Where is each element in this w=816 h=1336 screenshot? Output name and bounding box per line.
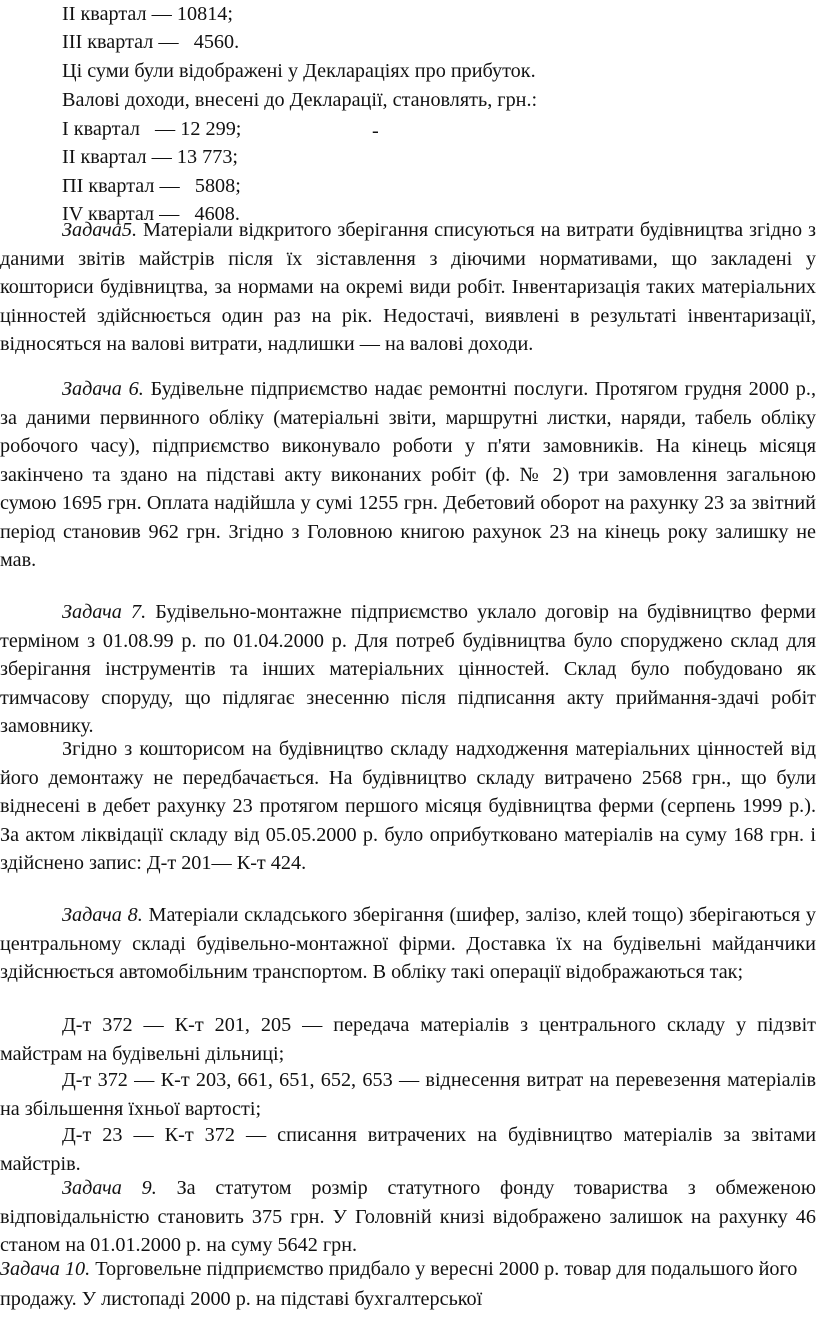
- task-heading: Задача5.: [62, 219, 137, 241]
- quarter-line: ІІ квартал — 10814;: [62, 3, 233, 25]
- paragraph-text: Будівельно-монтажне підприємство уклало договір на будівництво ферми терміном з 01.08.99 р. по 01.04.2000 р. Для потреб будівництва було споруджено склад для зберігання інструментів та інших матеріальних цінностей. Склад було побудовано як тимчасову споруду, що підлягає знесенню після підписання акту приймання-здачі робіт замовнику.: [0, 601, 816, 737]
- text-line: Валові доходи, внесені до Декларації, становлять, грн.:: [62, 89, 538, 111]
- paragraph-task-7-continued: [0, 735, 816, 878]
- paragraph-entry-2: [0, 1066, 816, 1123]
- paragraph-text: Будівельне підприємство надає ремонтні послуги. Протягом грудня 2000 р., за даними первинного обліку (матеріальні звіти, маршрутні листки, наряди, табель обліку робочого часу), підприємство виконувало роботи у п'яти замовників. На кінець місяця закінчено та здано на підставі акту виконаних робіт (ф. № 2) три замовлення загальною сумою 1695 грн. Оплата надійшла у сумі 1255 грн. Дебетовий оборот на рахунку 23 за звітний період становив 962 грн. Згідно з Головною книгою рахунок 23 на кінець року залишку не мав.: [0, 378, 816, 571]
- paragraph-text: Д-т 23 — К-т 372 — списання витрачених на будівництво матеріалів за звітами майстрів.: [0, 1124, 816, 1175]
- quarter-line: ІІІ квартал — 4560.: [62, 31, 240, 53]
- paragraph-text: Матеріали складського зберігання (шифер, залізо, клей тощо) зберігаються у центральному складі будівельно-монтажної фірми. Доставка їх на будівельні майданчики здійснюється автомобільним транспортом. В обліку такі операції відображаються так;: [0, 904, 816, 983]
- paragraph-entry-1: [0, 1011, 816, 1068]
- task-heading: Задача 7.: [62, 601, 147, 623]
- text-line: Ці суми були відображені у Деклараціях про прибуток.: [62, 60, 536, 82]
- quarter-line: IV квартал — 4608.: [62, 203, 240, 225]
- paragraph-task-7: [0, 598, 816, 741]
- paragraph-task-10: [0, 1254, 816, 1314]
- task-heading: Задача 6.: [62, 378, 144, 400]
- paragraph-text: Матеріали відкритого зберігання списуються на витрати будівництва згідно з даними звітів майстрів після їх зіставлення з діючими нормативами, що закладені у кошториси будівництва, за нормами на окремі види робіт. Інвентаризація таких матеріальних цінностей здійснюється один раз на рік. Недостачі, виявлені в результаті інвентаризації, відносяться на валові витрати, надлишки — на валові доходи.: [0, 219, 816, 355]
- task-heading: Задача 10.: [0, 1258, 91, 1280]
- quarter-line: І квартал — 12 299;: [62, 118, 242, 140]
- paragraph-task-6: [0, 375, 816, 575]
- paragraph-text: За статутом розмір статутного фонду товариства з обмеженою відповідальністю становить 375 грн. У Головній книзі відображено залишок на рахунку 46 станом на 01.01.2000 р. на суму 5642 грн.: [0, 1177, 816, 1256]
- paragraph-task-5: [0, 216, 816, 359]
- quarter-line: ПІ квартал — 5808;: [62, 175, 241, 197]
- paragraph-text: Торговельне підприємство придбало у вересні 2000 р. товар для подальшого його продажу. У листопаді 2000 р. на підставі бухгалтерської: [0, 1258, 798, 1310]
- task-heading: Задача 8.: [62, 904, 143, 926]
- quarter-line: ІІ квартал — 13 773;: [62, 146, 239, 168]
- paragraph-task-8: [0, 901, 816, 987]
- paragraph-text: Д-т 372 — К-т 203, 661, 651, 652, 653 — віднесення витрат на перевезення матеріалів на збільшення їхньої вартості;: [0, 1069, 816, 1120]
- paragraph-text: Д-т 372 — К-т 201, 205 — передача матеріалів з центрального складу у підзвіт майстрам на будівельні дільниці;: [0, 1014, 816, 1065]
- task-heading: Задача 9.: [62, 1177, 157, 1199]
- paragraph-text: Згідно з кошторисом на будівництво складу надходження матеріальних цінностей від його демонтажу не передбачається. На будівництво складу витрачено 2568 грн., що були віднесені в дебет рахунку 23 протягом першого місяця будівництва ферми (серпень 1999 р.). За актом ліквідації складу від 05.05.2000 р. було оприбутковано матеріалів на суму 168 грн. і здійснено запис: Д-т 201— К-т 424.: [0, 738, 816, 874]
- paragraph-entry-3: [0, 1121, 816, 1178]
- paragraph-task-9: [0, 1174, 816, 1260]
- stray-dash: -: [372, 120, 379, 142]
